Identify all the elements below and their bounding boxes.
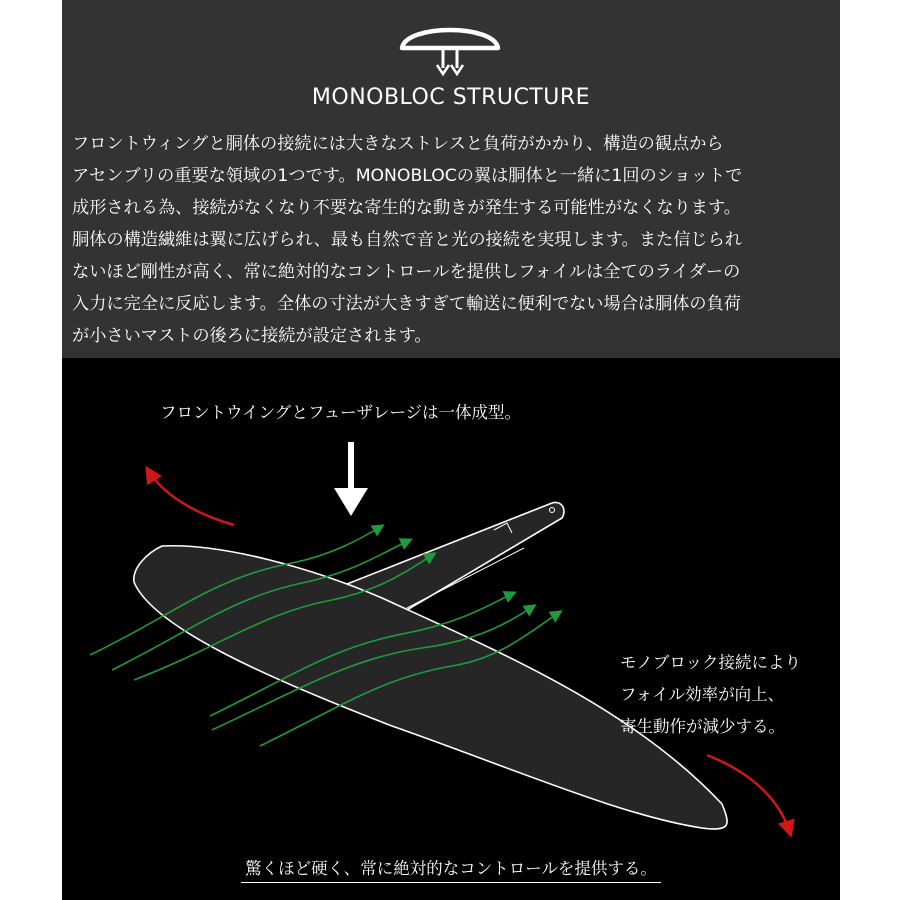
callout-integrated-molding: フロントウイングとフューザレージは一体成型。 bbox=[160, 403, 522, 422]
description-line: アセンブリの重要な領域の1つです。MONOBLOCの翼は胴体と一緒に1回のショットで bbox=[72, 166, 743, 186]
callout-efficiency bbox=[620, 647, 801, 743]
description-line: ないほど剛性が高く、常に絶対的なコントロールを提供しフォイルは全てのライダーの bbox=[72, 262, 741, 282]
mast-wing-arrows-icon bbox=[392, 10, 508, 82]
foil-diagram bbox=[62, 358, 840, 900]
description-line: が小さいマストの後ろに接続が設定されます。 bbox=[72, 326, 432, 346]
down-arrow-icon bbox=[334, 442, 368, 516]
callout-line: モノブロック接続により bbox=[620, 653, 802, 672]
description-line: 胴体の構造繊維は翼に広げられ、最も自然で音と光の接続を実現します。また信じられ bbox=[72, 230, 742, 250]
callout-line: 寄生動作が減少する。 bbox=[620, 717, 785, 736]
description-line: 成形される為、接続がなくなり不要な寄生的な動きが発生する可能性がなくなります。 bbox=[72, 198, 741, 218]
callout-stiffness bbox=[62, 855, 840, 879]
callout-stiffness-text: 驚くほど硬く、常に絶対的なコントロールを提供する。 bbox=[241, 859, 661, 883]
description-line: 入力に完全に反応します。全体の寸法が大きすぎて輸送に便利でない場合は胴体の負荷 bbox=[72, 294, 741, 314]
section-title: MONOBLOC STRUCTURE bbox=[311, 85, 591, 110]
callout-line: フォイル効率が向上、 bbox=[620, 685, 785, 704]
description-text bbox=[72, 128, 840, 352]
rotation-arrow-up bbox=[148, 470, 234, 525]
description-line: フロントウィングと胴体の接続には大きなストレスと負荷がかかり、構造の観点から bbox=[72, 134, 724, 154]
